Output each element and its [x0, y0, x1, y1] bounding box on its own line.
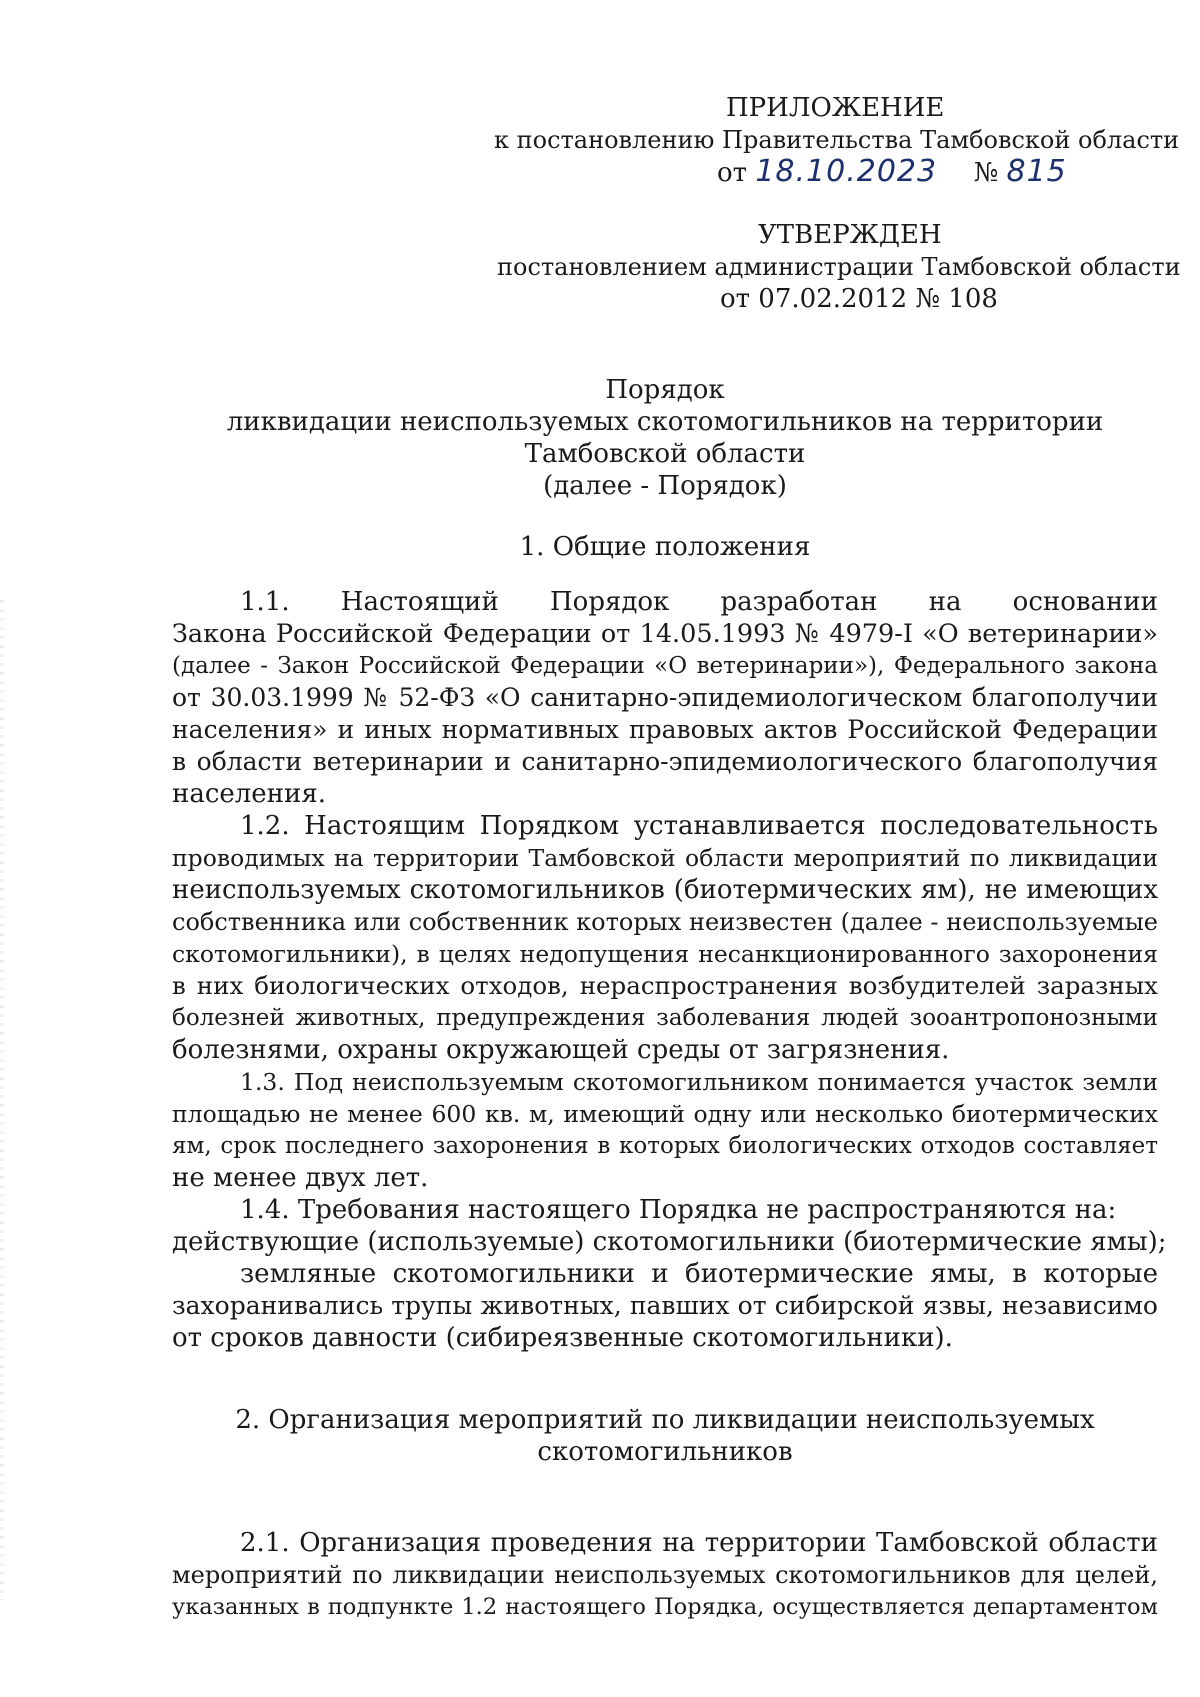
paragraph-line: 1.1. Настоящий Порядок разработан на основании: [240, 587, 1158, 617]
paragraph-line: болезнями, охраны окружающей среды от загрязнения.: [172, 1035, 950, 1065]
approved-date: от 07.02.2012 № 108: [720, 284, 998, 314]
handwritten-number: 815: [1006, 154, 1067, 189]
appendix-date-line: [717, 156, 1067, 189]
paragraph-line: в области ветеринарии и санитарно-эпидемиологического благополучия: [172, 747, 1158, 776]
document-title-line1: Порядок: [605, 375, 725, 405]
paragraph-line: в них биологических отходов, нераспространения возбудителей заразных: [172, 971, 1158, 1000]
section1-heading: 1. Общие положения: [519, 532, 811, 562]
paragraph-line: мероприятий по ликвидации неиспользуемых скотомогильников для целей,: [172, 1561, 1158, 1589]
date-prefix: от: [717, 158, 748, 188]
section2-heading-line2: скотомогильников: [537, 1437, 793, 1467]
paragraph-line: проводимых на территории Тамбовской области мероприятий по ликвидации: [172, 844, 1158, 872]
paragraph-line: Закона Российской Федерации от 14.05.1993 № 4979-I «О ветеринарии»: [172, 619, 1158, 649]
approved-title: УТВЕРЖДЕН: [758, 220, 942, 250]
paragraph-line: болезней животных, предупреждения заболевания людей зооантропонозными: [172, 1005, 1158, 1031]
paragraph-line: не менее двух лет.: [172, 1163, 429, 1193]
appendix-reference: к постановлению Правительства Тамбовской области: [494, 126, 1180, 154]
paragraph-line: указанных в подпункте 1.2 настоящего Порядка, осуществляется департаментом: [172, 1594, 1158, 1620]
paragraph-line: 1.4. Требования настоящего Порядка не распространяются на:: [240, 1195, 1117, 1225]
paragraph-line: захоранивались трупы животных, павших от сибирской язвы, независимо: [172, 1291, 1158, 1320]
paragraph-line: земляные скотомогильники и биотермические ямы, в которые: [240, 1259, 1158, 1289]
paragraph-line: 1.3. Под неиспользуемым скотомогильником понимается участок земли: [240, 1068, 1158, 1096]
paragraph-line: от сроков давности (сибиреязвенные скотомогильники).: [172, 1323, 953, 1353]
paragraph-line: собственника или собственник которых неизвестен (далее - неиспользуемые: [172, 908, 1158, 936]
paragraph-line: площадью не менее 600 кв. м, имеющий одну или несколько биотермических: [172, 1100, 1158, 1128]
paragraph-line: ям, срок последнего захоронения в которых биологических отходов составляет: [172, 1133, 1158, 1159]
number-prefix: №: [973, 158, 999, 188]
paragraph-line: от 30.03.1999 № 52-ФЗ «О санитарно-эпидемиологическом благополучии: [172, 683, 1158, 712]
paragraph-line: (далее - Закон Российской Федерации «О ветеринарии»), Федерального закона: [172, 653, 1158, 679]
handwritten-date: 18.10.2023: [755, 154, 938, 189]
paragraph-line: населения.: [172, 779, 327, 809]
approved-by: постановлением администрации Тамбовской области: [497, 253, 1181, 281]
paragraph-line: неиспользуемых скотомогильников (биотермических ям), не имеющих: [172, 875, 1158, 905]
paragraph-line: 2.1. Организация проведения на территории Тамбовской области: [240, 1528, 1158, 1558]
scan-edge-artifact: [0, 600, 4, 1600]
paragraph-line: 1.2. Настоящим Порядком устанавливается последовательность: [240, 811, 1158, 841]
document-title-line3: Тамбовской области: [524, 439, 806, 469]
paragraph-line: действующие (используемые) скотомогильники (биотермические ямы);: [172, 1227, 1167, 1257]
document-title-line2: ликвидации неиспользуемых скотомогильников на территории: [226, 407, 1104, 437]
appendix-title: ПРИЛОЖЕНИЕ: [726, 93, 945, 123]
paragraph-line: скотомогильники), в целях недопущения несанкционированного захоронения: [172, 940, 1158, 968]
paragraph-line: населения» и иных нормативных правовых актов Российской Федерации: [172, 715, 1158, 744]
document-title-line4: (далее - Порядок): [543, 471, 787, 501]
section2-heading-line1: 2. Организация мероприятий по ликвидации неиспользуемых: [235, 1405, 1095, 1435]
